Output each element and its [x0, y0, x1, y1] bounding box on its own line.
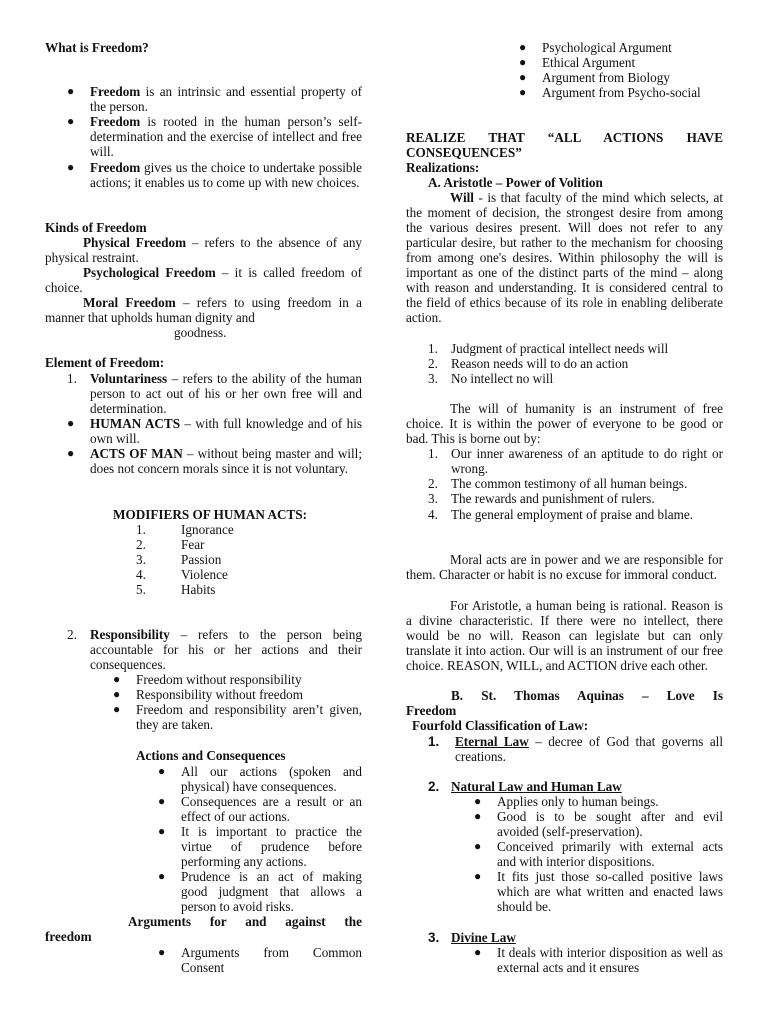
bullet-icon: ● — [67, 446, 75, 460]
list-item: ● Psychological Argument — [519, 40, 672, 55]
aristotle-heading: A. Aristotle – Power of Volition — [428, 175, 603, 190]
bullet-icon: ● — [67, 416, 75, 430]
list-item: 1. Our inner awareness of an aptitude to do right or wrong. — [428, 446, 723, 476]
bullet-icon: ● — [474, 839, 482, 853]
bullet-icon: ● — [519, 85, 527, 99]
kind-moral: Moral Freedom – refers to using freedom in a manner that upholds human dignity and — [45, 295, 362, 325]
kind-physical: Physical Freedom – refers to the absence of any physical restraint. — [45, 235, 363, 265]
arguments-heading-tail: freedom — [45, 929, 92, 944]
list-item: ● It is important to practice the virtue of prudence before performing any actions. — [158, 824, 362, 869]
list-item: ● Conceived primarily with external acts and with interior dispositions. — [474, 839, 723, 869]
list-item: ● Good is to be sought after and evil avoided (self-preservation). — [474, 809, 723, 839]
aristotle-paragraph: For Aristotle, a human being is rational. Reason is a divine characteristic. If there were no intellect, there would be no will. Reason can legislate but can only translate it into action. Our will is an instrument of our free choice. REASON, WILL, and ACTION drive each other. — [406, 598, 723, 673]
list-item: ● Ethical Argument — [519, 55, 636, 70]
humanity-paragraph: The will of humanity is an instrument of free choice. It is within the power of everyone to be good or bad. This is borne out by: — [406, 401, 723, 446]
bullet-icon: ● — [474, 794, 482, 808]
eternal-law-item: 1. Eternal Law – decree of God that governs all creations. — [428, 734, 723, 764]
arguments-heading: Arguments for and against the — [128, 914, 362, 929]
human-acts-item: ● HUMAN ACTS – with full knowledge and of his own will. — [67, 416, 362, 446]
kinds-heading: Kinds of Freedom — [45, 220, 147, 235]
list-item: ● All our actions (spoken and physical) have consequences. — [158, 764, 362, 794]
responsibility-item: 2. Responsibility – refers to the person being accountable for his or her actions and their consequences. — [67, 627, 362, 672]
bullet-icon: ● — [474, 809, 482, 823]
list-item: ● Argument from Psycho-social — [519, 85, 701, 100]
bullet-icon: ● — [158, 945, 166, 959]
bullet-icon: ● — [158, 794, 166, 808]
list-item: ● It deals with interior disposition as well as external acts and it ensures — [474, 945, 723, 975]
moral-paragraph: Moral acts are in power and we are responsible for them. Character or habit is no excuse for immoral conduct. — [406, 552, 723, 582]
list-item: ● Freedom and responsibility aren’t given, they are taken. — [113, 702, 362, 732]
bullet-icon: ● — [158, 869, 166, 883]
bullet-icon: ● — [67, 114, 75, 128]
bullet-icon: ● — [474, 869, 482, 883]
bullet-icon: ● — [113, 687, 121, 701]
section-title-what-is-freedom: What is Freedom? — [45, 40, 149, 55]
acts-of-man-item: ● ACTS OF MAN – without being master and will; does not concern morals since it is not voluntary. — [67, 446, 362, 476]
bullet-icon: ● — [67, 84, 75, 98]
bullet-icon: ● — [519, 55, 527, 69]
bullet-icon: ● — [474, 945, 482, 959]
modifiers-heading: MODIFIERS OF HUMAN ACTS: — [113, 507, 308, 522]
list-item: ● Applies only to human beings. — [474, 794, 659, 809]
list-item: ● It fits just those so-called positive laws which are what written and enacted laws should be. — [474, 869, 723, 914]
aquinas-heading: B. St. Thomas Aquinas – Love Is — [451, 688, 723, 703]
bullet-icon: ● — [519, 40, 527, 54]
list-item: ● Arguments from Common Consent — [158, 945, 362, 975]
actions-heading: Actions and Consequences — [136, 748, 286, 763]
bullet-icon: ● — [519, 70, 527, 84]
realizations-label: Realizations: — [406, 160, 480, 175]
list-item: ● Freedom without responsibility — [113, 672, 302, 687]
voluntariness-item: 1. Voluntariness – refers to the ability of the human person to act out of his or her own free will and determination. — [67, 371, 362, 416]
list-item: ● Consequences are a result or an effect of our actions. — [158, 794, 362, 824]
kind-psychological: Psychological Freedom – it is called freedom of choice. — [45, 265, 362, 295]
bullet-icon: ● — [113, 702, 121, 716]
list-item: 2. The common testimony of all human beings. — [428, 476, 688, 491]
will-paragraph: Will - is that faculty of the mind which selects, at the moment of decision, the strongest desire from among the various desires present. Will does not refer to any particular desire, but rather to the mechanism for choosing from among one's desires. Within philosophy the will is important as one of the distinct parts of the mind – along with reason and understanding. It is considered central to the field of ethics because of its role in enabling deliberate action. — [406, 190, 723, 325]
bullet-icon: ● — [158, 824, 166, 838]
list-item: ● Freedom is an intrinsic and essential property of the person. — [67, 84, 362, 114]
element-heading: Element of Freedom: — [45, 355, 165, 370]
realize-heading: REALIZE THAT “ALL ACTIONS HAVE CONSEQUENCES” — [406, 130, 723, 160]
fourfold-heading: Fourfold Classification of Law: — [412, 718, 589, 733]
list-item: ● Prudence is an act of making good judgment that allows a person to avoid risks. — [158, 869, 362, 914]
list-item: ● Responsibility without freedom — [113, 687, 304, 702]
bullet-icon: ● — [113, 672, 121, 686]
bullet-icon: ● — [158, 764, 166, 778]
kind-moral-tail: goodness. — [174, 325, 227, 340]
list-item: ● Freedom gives us the choice to undertake possible actions; it enables us to come up with new choices. — [67, 160, 362, 190]
list-item: ● Freedom is rooted in the human person’s self-determination and the exercise of intellect and free will. — [67, 114, 362, 159]
bullet-icon: ● — [67, 160, 75, 174]
list-item: 3. The rewards and punishment of rulers. — [428, 491, 655, 506]
list-item: ● Argument from Biology — [519, 70, 670, 85]
aquinas-heading-tail: Freedom — [406, 703, 457, 718]
list-item: 4. The general employment of praise and blame. — [428, 507, 694, 522]
